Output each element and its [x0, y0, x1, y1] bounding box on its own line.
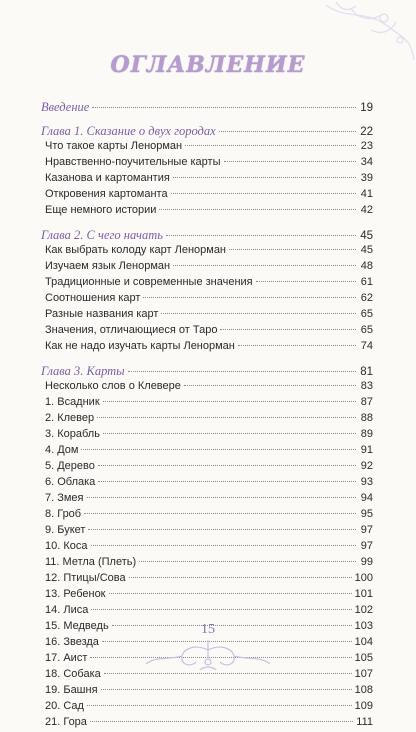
- dot-leader: [98, 465, 356, 466]
- toc-item-label: 17. Аист: [45, 652, 88, 664]
- dot-leader: [81, 449, 356, 450]
- toc-chapter-label: Глава 2. С чего начать: [41, 228, 163, 242]
- toc-page-number: 45: [360, 244, 373, 256]
- toc-page-number: 103: [354, 620, 373, 632]
- dot-leader: [166, 235, 356, 236]
- dot-leader: [159, 209, 356, 210]
- toc-item-label: 10. Коса: [45, 540, 88, 552]
- dot-leader: [139, 561, 356, 562]
- toc-item-row[interactable]: [41, 172, 373, 188]
- toc-item-row[interactable]: [41, 444, 373, 460]
- toc-item-label: 8. Гроб: [45, 508, 82, 520]
- toc-page-number: 87: [360, 396, 373, 408]
- toc-item-label: Казанова и картомантия: [45, 172, 170, 184]
- toc-item-row[interactable]: [41, 556, 373, 572]
- toc-item-label: Традиционные и современные значения: [45, 276, 253, 288]
- toc-page-number: 62: [360, 292, 373, 304]
- toc-page-number: 81: [360, 366, 373, 378]
- toc-page-number: 34: [360, 156, 373, 168]
- dot-leader: [171, 193, 356, 194]
- toc-page-number: 89: [360, 428, 373, 440]
- toc-item-row[interactable]: [41, 492, 373, 508]
- toc-page-number: 74: [360, 340, 373, 352]
- toc-item-row[interactable]: [41, 588, 373, 604]
- toc-page-number: 65: [360, 308, 373, 320]
- toc-item-row[interactable]: [41, 188, 373, 204]
- toc-item-row[interactable]: [41, 524, 373, 540]
- dot-leader: [129, 577, 352, 578]
- dot-leader: [103, 401, 356, 402]
- toc-item-row[interactable]: [41, 324, 373, 340]
- dot-leader: [109, 593, 352, 594]
- toc-page-number: 41: [360, 188, 373, 200]
- dot-leader: [98, 481, 356, 482]
- toc-page-number: 101: [354, 588, 373, 600]
- toc-page-number: 88: [360, 412, 373, 424]
- dot-leader: [220, 329, 356, 330]
- toc-page-number: 109: [354, 700, 373, 712]
- dot-leader: [88, 529, 356, 530]
- toc-item-label: 19. Башня: [45, 684, 98, 696]
- toc-item-label: 20. Сад: [45, 700, 84, 712]
- toc-item-row[interactable]: [41, 244, 373, 260]
- toc-item-row[interactable]: [41, 260, 373, 276]
- toc-page-number: 94: [360, 492, 373, 504]
- toc-page-number: 22: [360, 126, 373, 138]
- toc-item-row[interactable]: [41, 308, 373, 324]
- dot-leader: [161, 313, 356, 314]
- dot-leader: [91, 609, 351, 610]
- toc-item-label: Как не надо изучать карты Ленорман: [45, 340, 235, 352]
- toc-page-number: 42: [360, 204, 373, 216]
- section-gap: [41, 356, 373, 364]
- toc-page-number: 102: [354, 604, 373, 616]
- toc-item-label: 14. Лиса: [45, 604, 89, 616]
- toc-chapter-row[interactable]: [41, 228, 373, 244]
- toc-item-row[interactable]: [41, 204, 373, 220]
- dot-leader: [143, 297, 356, 298]
- toc-item-label: 7. Змея: [45, 492, 84, 504]
- toc-page-number: 23: [360, 140, 373, 152]
- toc-page-number: 91: [360, 444, 373, 456]
- dot-leader: [128, 371, 356, 372]
- dot-leader: [97, 417, 356, 418]
- toc-item-row[interactable]: [41, 428, 373, 444]
- toc-chapter-row[interactable]: [41, 364, 373, 380]
- dot-leader: [84, 513, 356, 514]
- toc-page-number: 61: [360, 276, 373, 288]
- toc-item-label: 18. Собака: [45, 668, 101, 680]
- toc-item-label: Значения, отличающиеся от Таро: [45, 324, 218, 336]
- toc-item-label: Изучаем язык Ленорман: [45, 260, 171, 272]
- toc-page-number: 111: [356, 716, 373, 728]
- toc-page-number: 92: [360, 460, 373, 472]
- toc-item-row[interactable]: [41, 460, 373, 476]
- toc-item-row[interactable]: [41, 140, 373, 156]
- toc-item-label: Как выбрать колоду карт Ленорман: [45, 244, 227, 256]
- toc-page-number: 93: [360, 476, 373, 488]
- toc-page-number: 99: [360, 556, 373, 568]
- toc-item-row[interactable]: [41, 716, 373, 732]
- dot-leader: [173, 265, 356, 266]
- toc-item-label: 11. Метла (Плеть): [45, 556, 137, 568]
- toc-item-row[interactable]: [41, 684, 373, 700]
- dot-leader: [87, 705, 352, 706]
- dot-leader: [87, 497, 356, 498]
- toc-page-number: 19: [360, 102, 373, 114]
- toc-page-number: 48: [360, 260, 373, 272]
- toc-chapter-row[interactable]: [41, 124, 373, 140]
- dot-leader: [185, 145, 356, 146]
- toc-item-row[interactable]: [41, 156, 373, 172]
- toc-item-row[interactable]: [41, 292, 373, 308]
- toc-page-number: 97: [360, 524, 373, 536]
- toc-item-label: 13. Ребенок: [45, 588, 106, 600]
- page-title: ОГЛАВЛЕНИЕ: [110, 52, 306, 78]
- toc-item-row[interactable]: [41, 508, 373, 524]
- dot-leader: [184, 385, 356, 386]
- toc-item-row[interactable]: [41, 396, 373, 412]
- toc-item-label: Разные названия карт: [45, 308, 159, 320]
- toc-item-label: 5. Дерево: [45, 460, 95, 472]
- toc-intro-row[interactable]: [41, 100, 373, 116]
- dot-leader: [92, 107, 356, 108]
- dot-leader: [224, 161, 357, 162]
- dot-leader: [256, 281, 356, 282]
- toc-item-label: Еще немного истории: [45, 204, 157, 216]
- toc-item-row[interactable]: [41, 412, 373, 428]
- toc-page-number: 108: [354, 684, 373, 696]
- dot-leader: [229, 249, 356, 250]
- toc-item-row[interactable]: [41, 380, 373, 396]
- toc-item-label: 2. Клевер: [45, 412, 95, 424]
- toc-item-label: Что такое карты Ленорман: [45, 140, 183, 152]
- toc-page-number: 100: [354, 572, 373, 584]
- dot-leader: [103, 433, 356, 434]
- toc-page-number: 83: [360, 380, 373, 392]
- toc-item-row[interactable]: [41, 540, 373, 556]
- toc-page-number: 97: [360, 540, 373, 552]
- dot-leader: [91, 545, 357, 546]
- toc-page-number: 105: [354, 652, 373, 664]
- dot-leader: [173, 177, 356, 178]
- toc-page-number: 95: [360, 508, 373, 520]
- toc-item-label: 12. Птицы/Сова: [45, 572, 126, 584]
- dot-leader: [101, 689, 352, 690]
- toc-item-row[interactable]: [41, 476, 373, 492]
- toc-item-label: Откровения картоманта: [45, 188, 168, 200]
- toc-item-label: 1. Всадник: [45, 396, 100, 408]
- toc-page-number: 65: [360, 324, 373, 336]
- toc-item-label: 21. Гора: [45, 716, 87, 728]
- toc-chapter-label: Глава 3. Карты: [41, 364, 125, 378]
- toc-item-label: Соотношения карт: [45, 292, 141, 304]
- toc-item-label: 3. Корабль: [45, 428, 100, 440]
- toc-item-label: 9. Букет: [45, 524, 86, 536]
- toc-entry-label: Введение: [41, 100, 90, 114]
- toc-chapter-label: Глава 1. Сказание о двух городах: [41, 124, 216, 138]
- toc-item-label: Несколько слов о Клевере: [45, 380, 181, 392]
- dot-leader: [238, 345, 356, 346]
- dot-leader: [219, 131, 356, 132]
- page-number: 15: [201, 622, 215, 637]
- toc-item-label: Нравственно-поучительные карты: [45, 156, 221, 168]
- toc-page-number: 107: [354, 668, 373, 680]
- toc-page-number: 39: [360, 172, 373, 184]
- toc-item-row[interactable]: [41, 572, 373, 588]
- toc-item-label: 15. Медведь: [45, 620, 109, 632]
- toc-item-row[interactable]: [41, 340, 373, 356]
- toc-item-row[interactable]: [41, 700, 373, 716]
- toc-item-row[interactable]: [41, 604, 373, 620]
- toc-page-number: 45: [360, 230, 373, 242]
- toc-page-number: 104: [354, 636, 373, 648]
- floral-footer-ornament-icon: [138, 636, 278, 676]
- section-gap: [41, 220, 373, 228]
- toc-item-label: 6. Облака: [45, 476, 96, 488]
- toc-item-label: 4. Дом: [45, 444, 79, 456]
- toc-item-label: 16. Звезда: [45, 636, 99, 648]
- toc-item-row[interactable]: [41, 276, 373, 292]
- dot-leader: [90, 721, 353, 722]
